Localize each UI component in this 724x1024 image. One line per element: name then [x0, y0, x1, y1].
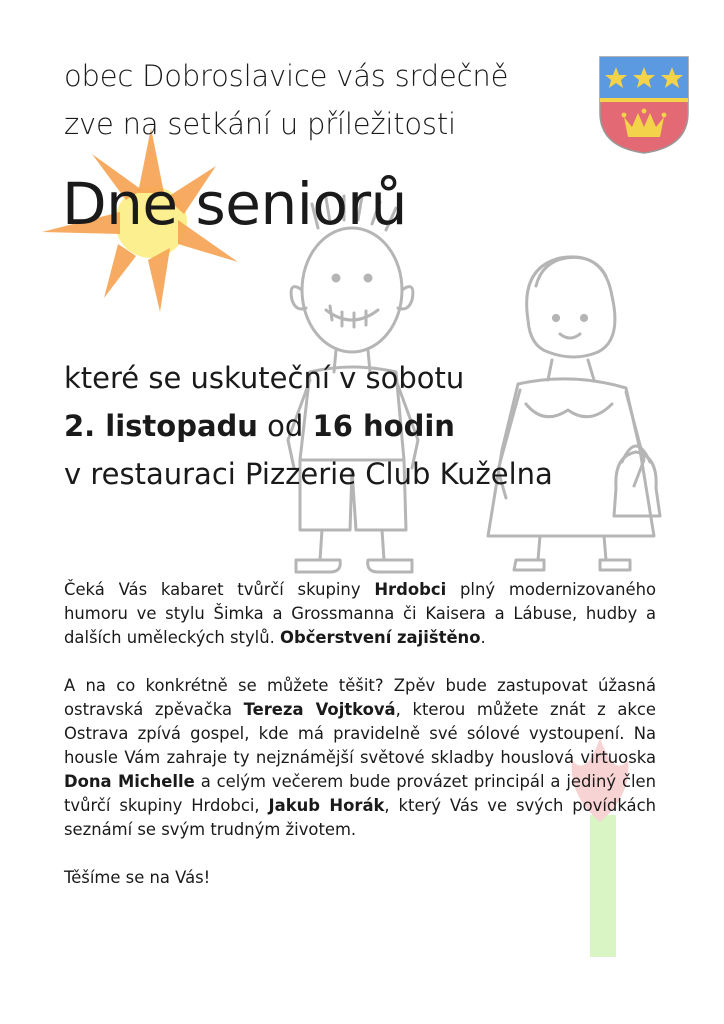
event-place: v restauraci Pizzerie Club Kuželna [64, 457, 553, 491]
text-segment: , který Vás ve svých povídkách seznámí se svým trudným životem. [64, 796, 656, 839]
violinist-name: Dona Michelle [64, 772, 195, 791]
text-segment: A na co konkrétně se můžete těšit? Zpěv bude zastupovat úžasná ostravská zpěvačka [64, 676, 656, 719]
intro-line-2: zve na setkání u příležitosti [64, 107, 456, 141]
event-datetime-line [64, 402, 553, 450]
host-name: Jakub Horák [268, 796, 385, 815]
event-details [64, 354, 553, 498]
text-segment: . [480, 628, 486, 647]
event-description [64, 578, 656, 914]
refreshments-note: Občerstvení zajištěno [280, 628, 481, 647]
intro-line-1: obec Dobroslavice vás srdečně [64, 59, 509, 93]
text-segment: , kterou můžete znát z akce Ostrava zpívá gospel, kde má pravidelně své sólové vystoupení. Na housle Vám zahraje ty nejznámější světové skladby houslová virtuoska [64, 700, 657, 767]
singer-name: Tereza Vojtková [243, 700, 396, 719]
event-from: od [257, 409, 313, 443]
coat-of-arms [598, 55, 690, 155]
text-segment: a celým večerem bude provázet principál a jediný člen tvůrčí skupiny Hrdobci, [64, 772, 656, 815]
text-segment: Čeká Vás kabaret tvůrčí skupiny [64, 580, 375, 599]
event-time: 16 hodin [312, 409, 455, 443]
group-name: Hrdobci [374, 580, 447, 599]
event-day-line: které se uskuteční v sobotu [64, 361, 465, 395]
program-paragraph [64, 578, 656, 650]
text-segment: plný modernizovaného humoru ve stylu Šimka a Grossmanna či Kaisera a Lábuse, hudby a dalších uměleckých stylů. [64, 580, 656, 647]
invitation-intro [64, 52, 508, 148]
performers-paragraph [64, 674, 656, 842]
event-date: 2. listopadu [64, 409, 258, 443]
closing-line: Těšíme se na Vás! [64, 868, 211, 887]
event-title: Dne seniorů [62, 170, 407, 238]
